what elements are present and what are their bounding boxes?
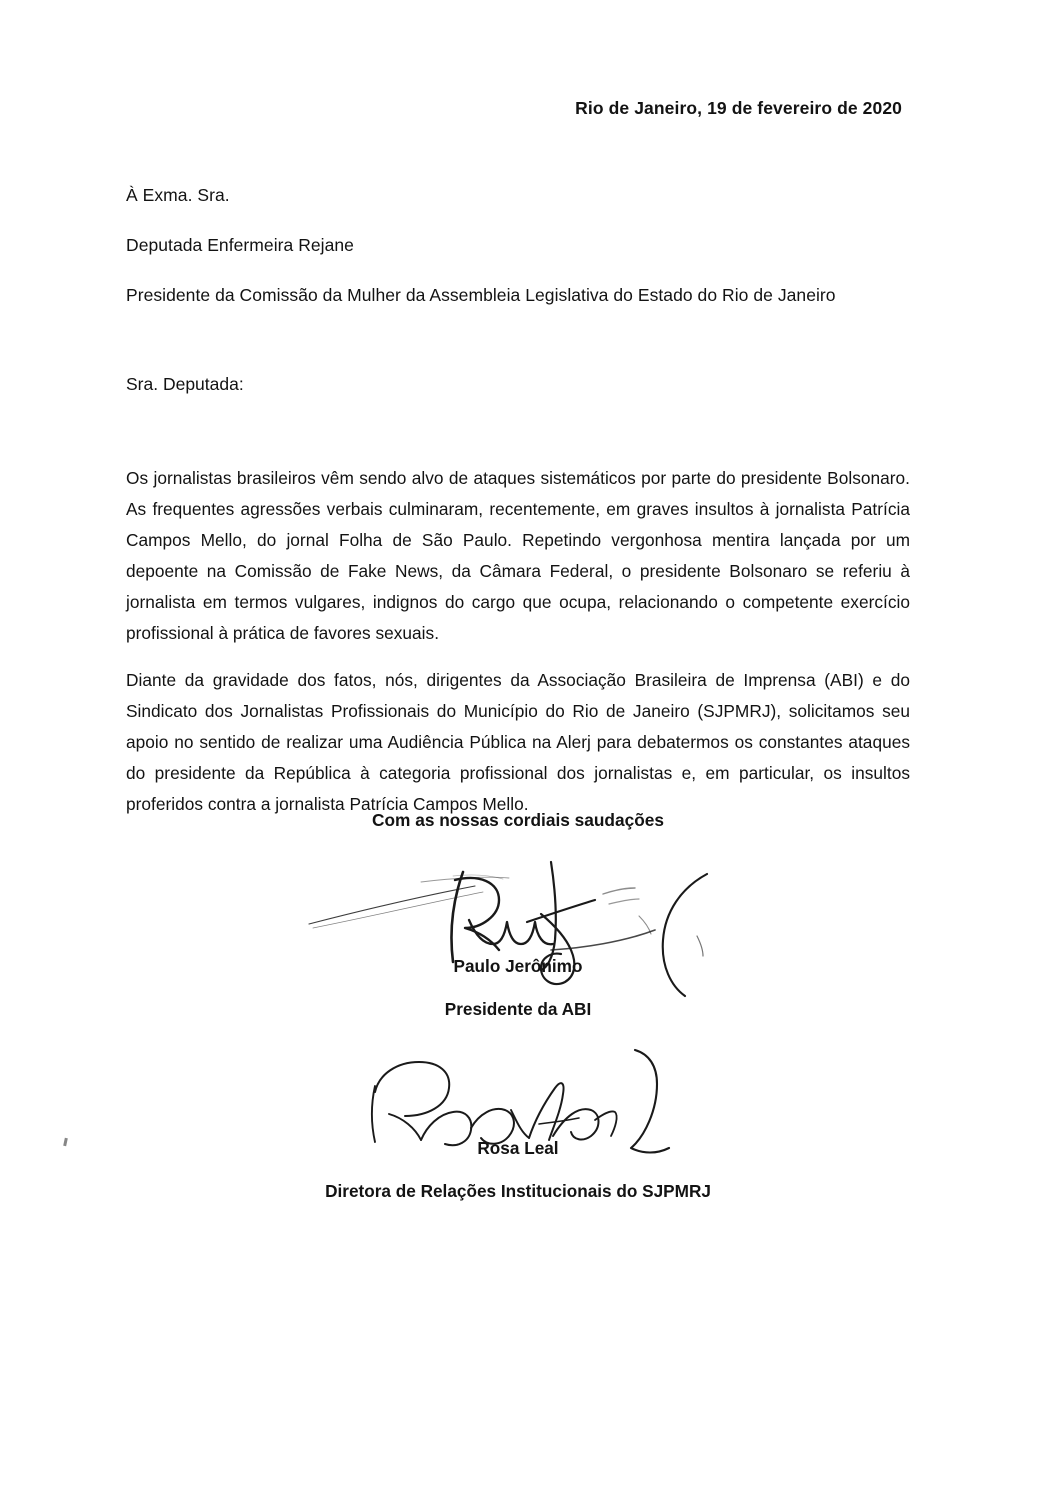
body-paragraph-1: Os jornalistas brasileiros vêm sendo alvo de ataques sistemáticos por parte do presidente Bolsonaro. As frequentes agressões verbais culminaram, recentemente, em graves insultos à jornalista Patrícia Campos Mello, do jornal Folha de São Paulo. Repetindo vergonhosa mentira lançada por um depoente na Comissão de Fake News, da Câmara Federal, o presidente Bolsonaro se referiu à jornalista em termos vulgares, indignos do cargo que ocupa, relacionando o competente exercício profissional à prática de favores sexuais.	[126, 468, 910, 643]
date-line: Rio de Janeiro, 19 de fevereiro de 2020	[575, 98, 902, 118]
recipient-block	[126, 185, 926, 306]
scan-artifact-speck	[63, 1138, 68, 1146]
signature-title-paulo: Presidente da ABI	[444, 999, 592, 1019]
signature-name-rosa: Rosa Leal	[477, 1138, 559, 1158]
signature-block-paulo	[126, 858, 910, 1020]
signature-name-paulo: Paulo Jerônimo	[453, 956, 583, 976]
letter-body	[126, 463, 910, 820]
salutation: Sra. Deputada:	[126, 374, 244, 394]
signature-block-rosa	[126, 1048, 910, 1202]
signature-title-rosa: Diretora de Relações Institucionais do SJPMRJ	[325, 1181, 711, 1201]
recipient-line-name: Deputada Enfermeira Rejane	[126, 235, 354, 255]
recipient-line-honorific: À Exma. Sra.	[126, 185, 230, 205]
closing-line: Com as nossas cordiais saudações	[372, 810, 664, 830]
body-paragraph-2: Diante da gravidade dos fatos, nós, dirigentes da Associação Brasileira de Imprensa (ABI) e do Sindicato dos Jornalistas Profissionais do Município do Rio de Janeiro (SJPMRJ), solicitamos seu apoio no sentido de realizar uma Audiência Pública na Alerj para debatermos os constantes ataques do presidente da República à categoria profissional dos jornalistas e, em particular, os insultos proferidos contra a jornalista Patrícia Campos Mello.	[126, 670, 910, 814]
recipient-line-role: Presidente da Comissão da Mulher da Assembleia Legislativa do Estado do Rio de Janeiro	[126, 285, 836, 305]
